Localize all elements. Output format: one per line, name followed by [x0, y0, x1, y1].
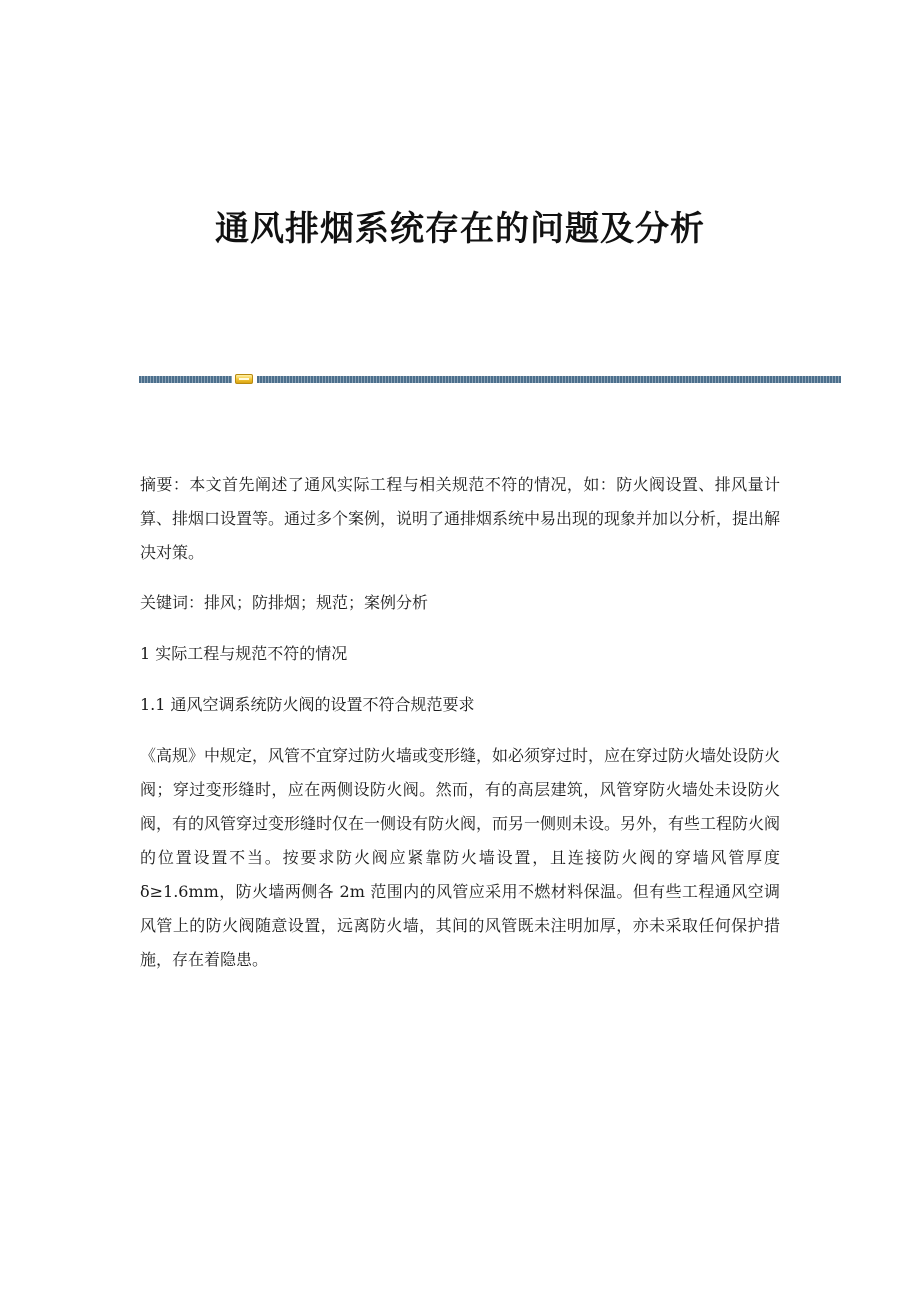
abstract-paragraph: 摘要：本文首先阐述了通风实际工程与相关规范不符的情况，如：防火阀设置、排风量计算、排烟口设置等。通过多个案例，说明了通排烟系统中易出现的现象并加以分析，提出解决对策。: [140, 475, 781, 562]
divider-bar-right: [257, 376, 841, 383]
section-heading: 1 实际工程与规范不符的情况: [140, 644, 348, 663]
subsection-heading: 1.1 通风空调系统防火阀的设置不符合规范要求: [140, 695, 475, 714]
body-paragraph: 《高规》中规定，风管不宜穿过防火墙或变形缝，如必须穿过时，应在穿过防火墙处设防火阀；穿过变形缝时，应在两侧设防火阀。然而，有的高层建筑，风管穿防火墙处未设防火阀，有的风管穿过变形缝时仅在一侧设有防火阀，而另一侧则未设。另外，有些工程防火阀的位置设置不当。按要求防火阀应紧靠防火墙设置，且连接防火阀的穿墙风管厚度 δ≥1.6mm，防火墙两侧各 2m 范围内的风管应采用不燃材料保温。但有些工程通风空调风管上的防火阀随意设置，远离防火墙，其间的风管既未注明加厚，亦未采取任何保护措施，存在着隐患。: [140, 746, 781, 969]
document-body: [140, 468, 780, 977]
divider-bar-left: [139, 376, 232, 383]
divider-ornament-icon: [235, 374, 253, 384]
document-title: 通风排烟系统存在的问题及分析: [215, 209, 705, 249]
keywords-paragraph: 关键词：排风；防排烟；规范；案例分析: [140, 593, 429, 612]
title-divider: [139, 374, 841, 384]
